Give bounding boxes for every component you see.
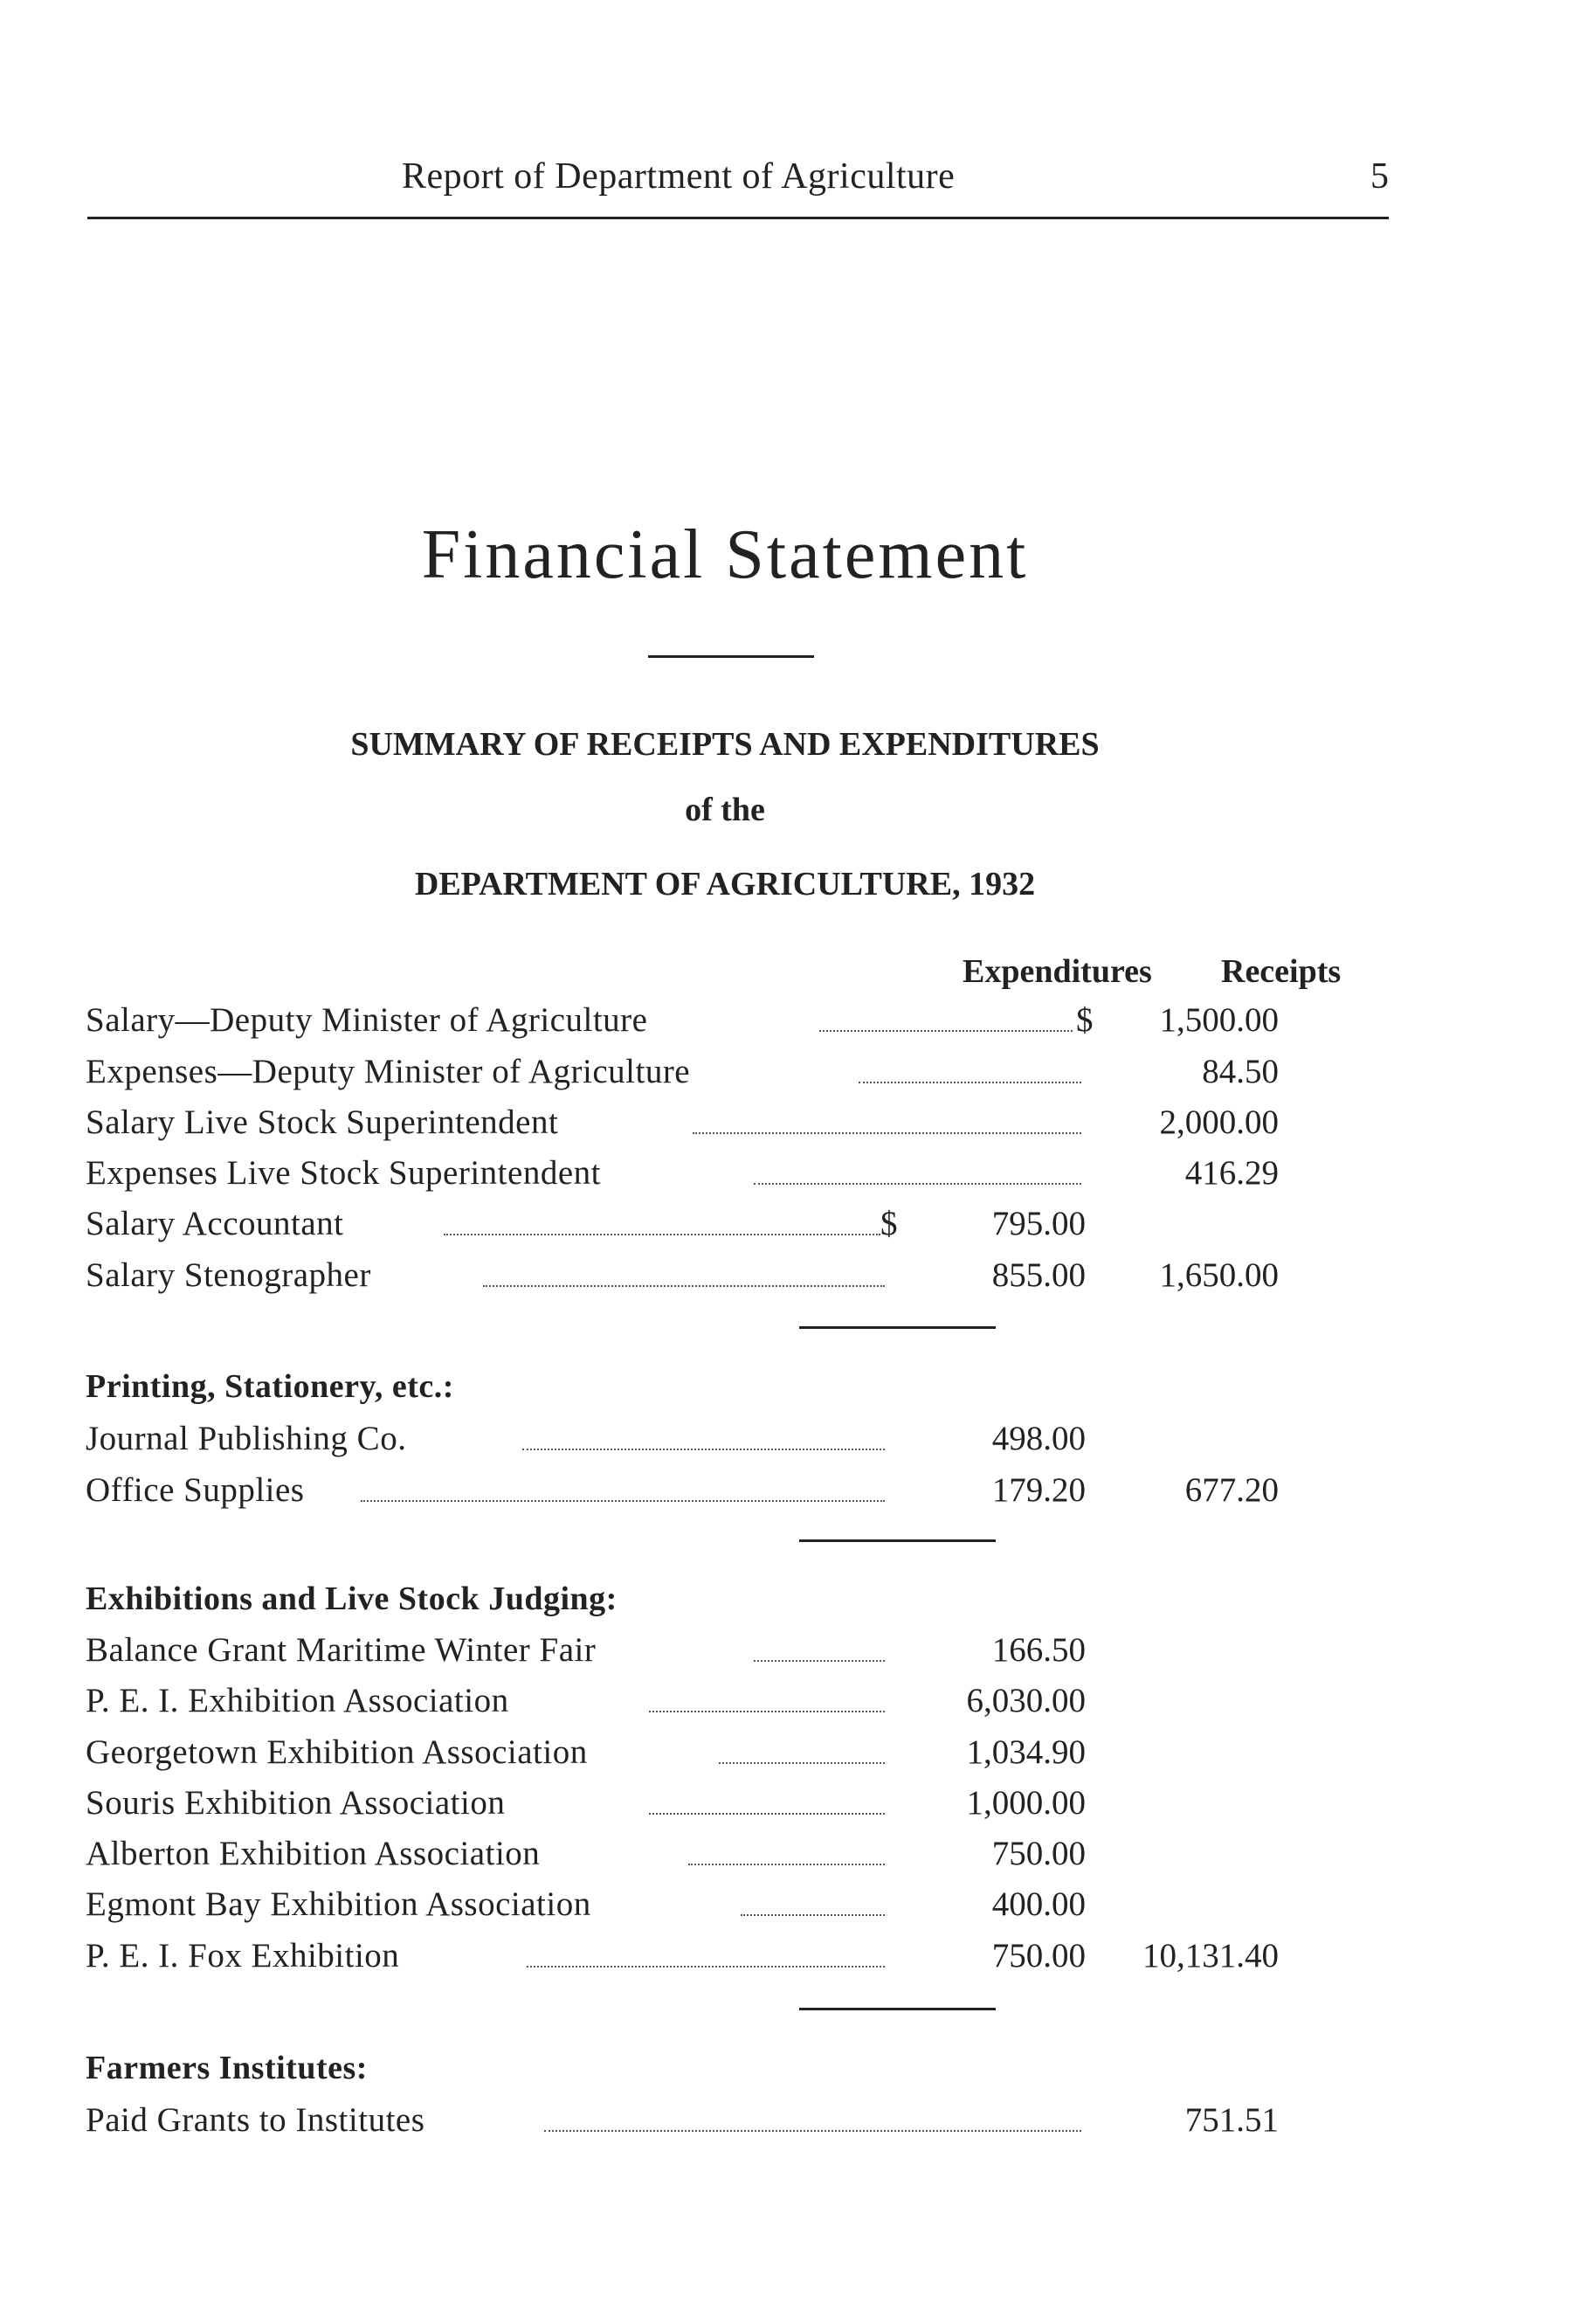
expenditures-amount: 400.00 xyxy=(991,1885,1086,1923)
dot-leader xyxy=(741,1914,885,1916)
expenditures-amount: 1,000.00 xyxy=(966,1784,1086,1822)
ledger-row xyxy=(86,1681,1396,1726)
row-label: Salary—Deputy Minister of Agriculture xyxy=(86,1001,648,1039)
receipts-amount: 677.20 xyxy=(1184,1471,1279,1509)
row-label: P. E. I. Fox Exhibition xyxy=(86,1937,400,1975)
expenditures-amount: 750.00 xyxy=(991,1835,1086,1872)
ledger-row xyxy=(86,1052,1396,1097)
expenditures-amount: 166.50 xyxy=(991,1631,1086,1669)
subtotal-rule xyxy=(799,1539,996,1542)
row-label: Paid Grants to Institutes xyxy=(86,2101,425,2139)
dot-leader xyxy=(483,1285,885,1287)
receipts-amount: 1,500.00 xyxy=(1159,1001,1279,1039)
receipts-amount: 416.29 xyxy=(1184,1154,1279,1192)
dot-leader xyxy=(719,1762,885,1764)
row-label: Expenses—Deputy Minister of Agriculture xyxy=(86,1053,691,1090)
section-title: Printing, Stationery, etc.: xyxy=(86,1368,454,1405)
ledger-row xyxy=(86,1103,1396,1148)
expenditures-amount: 498.00 xyxy=(991,1420,1086,1457)
receipts-amount: 10,131.40 xyxy=(1142,1937,1279,1975)
dot-leader xyxy=(693,1132,1081,1134)
expenditures-amount: 795.00 xyxy=(991,1205,1086,1242)
dot-leader xyxy=(819,1030,1073,1032)
dot-leader xyxy=(688,1864,885,1865)
row-label: Salary Live Stock Superintendent xyxy=(86,1103,559,1141)
receipts-amount: 84.50 xyxy=(1202,1053,1279,1090)
ledger-row xyxy=(86,1419,1396,1464)
ledger-row xyxy=(86,1153,1396,1199)
receipts-amount: 751.51 xyxy=(1184,2101,1279,2139)
subtitle-line-3: DEPARTMENT OF AGRICULTURE, 1932 xyxy=(414,866,1036,903)
row-label: Alberton Exhibition Association xyxy=(86,1835,541,1872)
row-label: Salary Accountant xyxy=(86,1205,344,1242)
expenditures-amount: 855.00 xyxy=(991,1256,1086,1294)
ledger-row xyxy=(86,1783,1396,1829)
dot-leader xyxy=(527,1966,885,1968)
ledger-row xyxy=(86,1255,1396,1301)
ledger-row xyxy=(86,2100,1396,2146)
dollar-sign: $ xyxy=(1076,1001,1094,1039)
expenditures-amount: 1,034.90 xyxy=(966,1733,1086,1771)
dot-leader xyxy=(544,2130,1081,2132)
ledger-row xyxy=(86,1885,1396,1930)
ledger-row xyxy=(86,1000,1396,1046)
ledger-row xyxy=(86,1204,1396,1249)
page-title: Financial Statement xyxy=(421,516,1029,593)
page-number: 5 xyxy=(1370,156,1389,197)
dot-leader xyxy=(522,1449,885,1450)
dollar-sign: $ xyxy=(880,1205,898,1242)
expenditures-amount: 179.20 xyxy=(991,1471,1086,1509)
dot-leader xyxy=(859,1082,1081,1083)
row-label: Balance Grant Maritime Winter Fair xyxy=(86,1631,597,1669)
subtotal-rule xyxy=(799,1326,996,1329)
receipts-amount: 2,000.00 xyxy=(1159,1103,1279,1141)
dot-leader xyxy=(649,1711,885,1712)
receipts-amount: 1,650.00 xyxy=(1159,1256,1279,1294)
ledger-row xyxy=(86,1936,1396,1982)
subtitle-line-2: of the xyxy=(685,792,765,828)
row-label: Journal Publishing Co. xyxy=(86,1420,407,1457)
ledger-row xyxy=(86,1834,1396,1879)
section-title: Exhibitions and Live Stock Judging: xyxy=(86,1580,618,1617)
dot-leader xyxy=(754,1183,1081,1185)
row-label: P. E. I. Exhibition Association xyxy=(86,1682,509,1719)
subtitle-line-1: SUMMARY OF RECEIPTS AND EXPENDITURES xyxy=(350,726,1100,763)
ledger-row xyxy=(86,1470,1396,1516)
column-header-receipts: Receipts xyxy=(1221,953,1342,990)
row-label: Souris Exhibition Association xyxy=(86,1784,506,1822)
dot-leader xyxy=(754,1660,885,1662)
dot-leader xyxy=(444,1234,880,1235)
running-header xyxy=(87,156,1389,219)
ledger-row xyxy=(86,1630,1396,1676)
column-header-expenditures: Expenditures xyxy=(963,953,1152,990)
subtotal-rule xyxy=(799,2008,996,2010)
row-label: Office Supplies xyxy=(86,1471,305,1509)
dot-leader xyxy=(361,1500,885,1502)
expenditures-amount: 750.00 xyxy=(991,1937,1086,1975)
expenditures-amount: 6,030.00 xyxy=(966,1682,1086,1719)
title-divider xyxy=(648,655,814,658)
row-label: Expenses Live Stock Superintendent xyxy=(86,1154,601,1192)
running-title: Report of Department of Agriculture xyxy=(402,156,956,197)
ledger-row xyxy=(86,1733,1396,1778)
section-title: Farmers Institutes: xyxy=(86,2050,368,2086)
row-label: Egmont Bay Exhibition Association xyxy=(86,1885,591,1923)
row-label: Salary Stenographer xyxy=(86,1256,371,1294)
row-label: Georgetown Exhibition Association xyxy=(86,1733,588,1771)
dot-leader xyxy=(649,1813,885,1815)
